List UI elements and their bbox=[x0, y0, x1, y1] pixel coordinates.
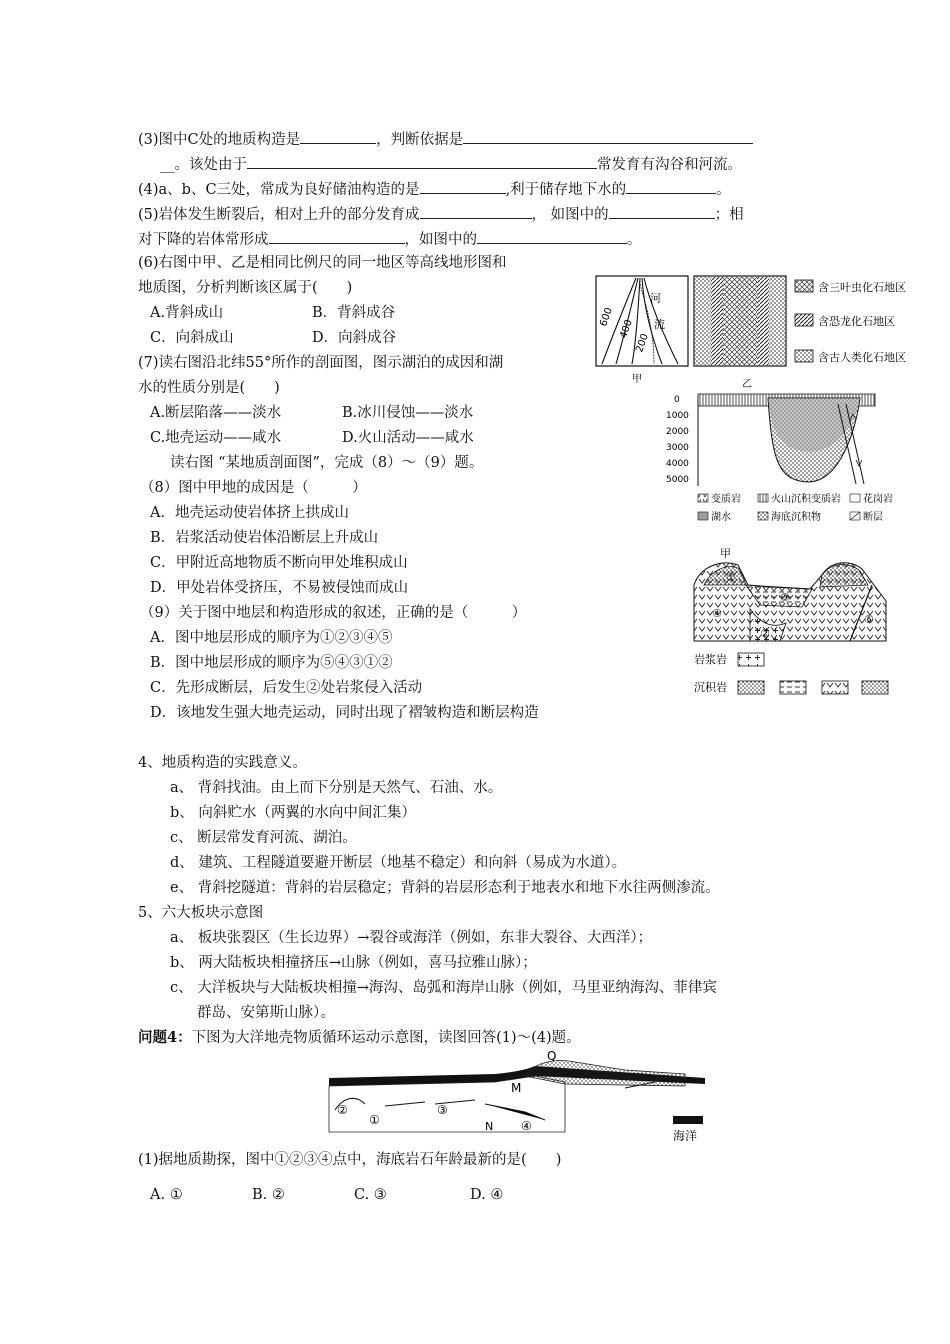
map-yi-label: 乙 bbox=[742, 379, 752, 390]
q7-stem-1: (7)读右图沿北纬55°所作的剖面图，图示湖泊的成因和湖 bbox=[138, 355, 504, 371]
depth-tick-label: 1000 bbox=[666, 411, 689, 421]
depth-tick-label: 5000 bbox=[666, 475, 689, 485]
answer-blank[interactable] bbox=[269, 228, 405, 244]
figure-ocean-crust-cycle bbox=[325, 1048, 715, 1143]
river-label: 流 bbox=[654, 318, 665, 331]
depth-tick-label: 0 bbox=[674, 395, 680, 405]
legend-sediment: 海底沉积物 bbox=[771, 512, 821, 523]
q7-option-d[interactable]: D.火山活动——咸水 bbox=[342, 430, 474, 446]
q5-line-2: 对下降的岩体常形成 ，如图中的 。 bbox=[138, 228, 642, 250]
problem-4-label: 问题4： bbox=[138, 1029, 192, 1046]
depth-tick-label: 2000 bbox=[666, 427, 689, 437]
label-layer: ② bbox=[760, 627, 770, 640]
ocean-legend-label: 海洋 bbox=[673, 1129, 698, 1143]
section-4-item-b: b、 向斜贮水（两翼的水向中间汇集） bbox=[170, 805, 416, 821]
answer-blank[interactable] bbox=[300, 128, 376, 144]
answer-blank[interactable] bbox=[463, 128, 753, 144]
q9-option-b[interactable]: B．图中地层形成的顺序为⑤④③①② bbox=[150, 655, 393, 671]
q6-option-c[interactable]: C．向斜成山 bbox=[150, 330, 234, 346]
point-m: M bbox=[511, 1081, 522, 1095]
answer-blank[interactable] bbox=[247, 153, 597, 169]
figure-contour-geologic-map bbox=[592, 272, 932, 390]
label-layer: ⑤ bbox=[864, 613, 874, 626]
legend-igneous: 岩浆岩 bbox=[694, 653, 727, 666]
legend-sedimentary: 沉积岩 bbox=[694, 681, 727, 694]
point-2: ② bbox=[337, 1103, 348, 1117]
legend-volcanic: 火山沉积变质岩 bbox=[771, 494, 841, 505]
section-5-title: 5、六大板块示意图 bbox=[138, 905, 264, 921]
q6-option-d[interactable]: D．向斜成谷 bbox=[312, 330, 397, 346]
q7-option-a[interactable]: A.断层陷落——淡水 bbox=[150, 405, 282, 421]
p4q1-option-d[interactable]: D. ④ bbox=[470, 1187, 504, 1203]
q3-line-2: __。该处由于 常发育有沟谷和河流。 bbox=[160, 153, 742, 175]
p4q1-stem: (1)据地质勘探，图中①②③④点中，海底岩石年龄最新的是( ) bbox=[138, 1152, 562, 1168]
section-5-item-c-cont: 群岛、安第斯山脉）。 bbox=[197, 1005, 335, 1021]
q8-option-c[interactable]: C．甲附近高地物质不断向甲处堆积成山 bbox=[150, 555, 408, 571]
point-4: ④ bbox=[521, 1119, 532, 1133]
problem-4-heading bbox=[138, 1028, 581, 1048]
legend-granite: 花岗岩 bbox=[863, 494, 893, 505]
section-5-item-c: c、 大洋板块与大陆板块相撞→海沟、岛弧和海岸山脉（例如，马里亚纳海沟、菲律宾 bbox=[170, 980, 717, 996]
q6-option-b[interactable]: B．背斜成谷 bbox=[312, 305, 396, 321]
answer-blank[interactable] bbox=[626, 178, 716, 194]
p4q1-option-c[interactable]: C. ③ bbox=[354, 1187, 387, 1203]
answer-blank[interactable] bbox=[420, 178, 506, 194]
q6-stem-2: 地质图，分析判断该区属于( ) bbox=[138, 280, 353, 296]
label-layer: ③ bbox=[780, 591, 790, 604]
section-4-item-c: c、 断层常发育河流、湖泊。 bbox=[170, 830, 357, 846]
p4q1-option-a[interactable]: A. ① bbox=[150, 1187, 183, 1203]
q9-option-d[interactable]: D．该地发生强大地壳运动，同时出现了褶皱构造和断层构造 bbox=[150, 705, 539, 721]
point-q: Q bbox=[547, 1049, 557, 1063]
section-5-item-a: a、 板块张裂区（生长边界）→裂谷或海洋（例如，东非大裂谷、大西洋）； bbox=[170, 930, 653, 946]
label-jia: 甲 bbox=[720, 547, 731, 560]
q5-line-1: (5)岩体发生断裂后，相对上升的部分发育成 ， 如图中的 ；相 bbox=[138, 203, 744, 225]
figure-lake-cross-section bbox=[660, 390, 905, 530]
q9-stem: （9）关于图中地层和构造形成的叙述，正确的是（ ） bbox=[140, 605, 527, 621]
q8-option-a[interactable]: A．地壳运动使岩体挤上拱成山 bbox=[150, 505, 349, 521]
section-4-item-e: e、 背斜挖隧道：背斜的岩层稳定；背斜的岩层形态利于地表水和地下水往两侧渗流。 bbox=[170, 880, 720, 896]
contour-label: 200 bbox=[634, 332, 652, 355]
legend-fault: 断层 bbox=[863, 512, 883, 523]
q7-option-b[interactable]: B.冰川侵蚀——淡水 bbox=[342, 405, 474, 421]
section-4-title: 4、地质构造的实践意义。 bbox=[138, 755, 307, 771]
q7-option-c[interactable]: C.地壳运动——咸水 bbox=[150, 430, 282, 446]
label-layer: ④ bbox=[712, 607, 722, 620]
legend-human: 含古人类化石地区 bbox=[818, 351, 906, 364]
figure-geologic-profile bbox=[690, 545, 905, 705]
depth-tick-label: 4000 bbox=[666, 459, 689, 469]
point-3: ③ bbox=[437, 1103, 448, 1117]
q7-stem-2: 水的性质分别是( ) bbox=[138, 380, 280, 396]
q8-stem: （8）图中甲地的成因是（ ） bbox=[140, 480, 367, 496]
point-n: N bbox=[485, 1120, 494, 1133]
answer-blank[interactable] bbox=[420, 203, 532, 219]
q6-option-a[interactable]: A.背斜成山 bbox=[150, 305, 224, 321]
answer-blank[interactable] bbox=[477, 228, 627, 244]
answer-blank[interactable] bbox=[609, 203, 715, 219]
q8-option-b[interactable]: B．岩浆活动使岩体沿断层上升成山 bbox=[150, 530, 379, 546]
section-4-item-a: a、 背斜找油。由上而下分别是天然气、石油、水。 bbox=[170, 780, 503, 796]
contour-label: 600 bbox=[598, 306, 616, 329]
legend-lake-water: 湖水 bbox=[711, 512, 731, 523]
section-4-item-d: d、 建筑、工程隧道要避开断层（地基不稳定）和向斜（易成为水道）。 bbox=[170, 855, 627, 871]
legend-metamorphic: 变质岩 bbox=[711, 494, 741, 505]
label-layer: ① bbox=[726, 571, 736, 584]
q8-option-d[interactable]: D．甲处岩体受挤压，不易被侵蚀而成山 bbox=[150, 580, 409, 596]
legend-trilobite: 含三叶虫化石地区 bbox=[818, 281, 906, 294]
q4-line: (4)a、b、C三处，常成为良好储油构造的是 ,利于储存地下水的 。 bbox=[138, 178, 731, 200]
q6-stem-1: (6)右图中甲、乙是相同比例尺的同一地区等高线地形图和 bbox=[138, 255, 507, 271]
q9-option-a[interactable]: A．图中地层形成的顺序为①②③④⑤ bbox=[150, 630, 393, 646]
river-label: 河 bbox=[650, 292, 661, 305]
depth-tick-label: 3000 bbox=[666, 443, 689, 453]
q3-line-1: (3)图中C处的地质构造是 ，判断依据是 bbox=[138, 128, 753, 150]
point-1: ① bbox=[369, 1113, 380, 1127]
section-5-item-b: b、 两大陆板块相撞挤压→山脉（例如，喜马拉雅山脉）； bbox=[170, 955, 537, 971]
contour-label: 400 bbox=[618, 318, 636, 341]
legend-dinosaur: 含恐龙化石地区 bbox=[818, 315, 895, 328]
q9-option-c[interactable]: C．先形成断层，后发生②处岩浆侵入活动 bbox=[150, 680, 423, 696]
map-jia-label: 甲 bbox=[632, 374, 642, 385]
problem-4-text: 下图为大洋地壳物质循环运动示意图，读图回答(1)～(4)题。 bbox=[191, 1030, 581, 1046]
read-instruction: 读右图 “某地质剖面图”，完成（8）～（9）题。 bbox=[170, 455, 484, 471]
p4q1-option-b[interactable]: B. ② bbox=[252, 1187, 285, 1203]
